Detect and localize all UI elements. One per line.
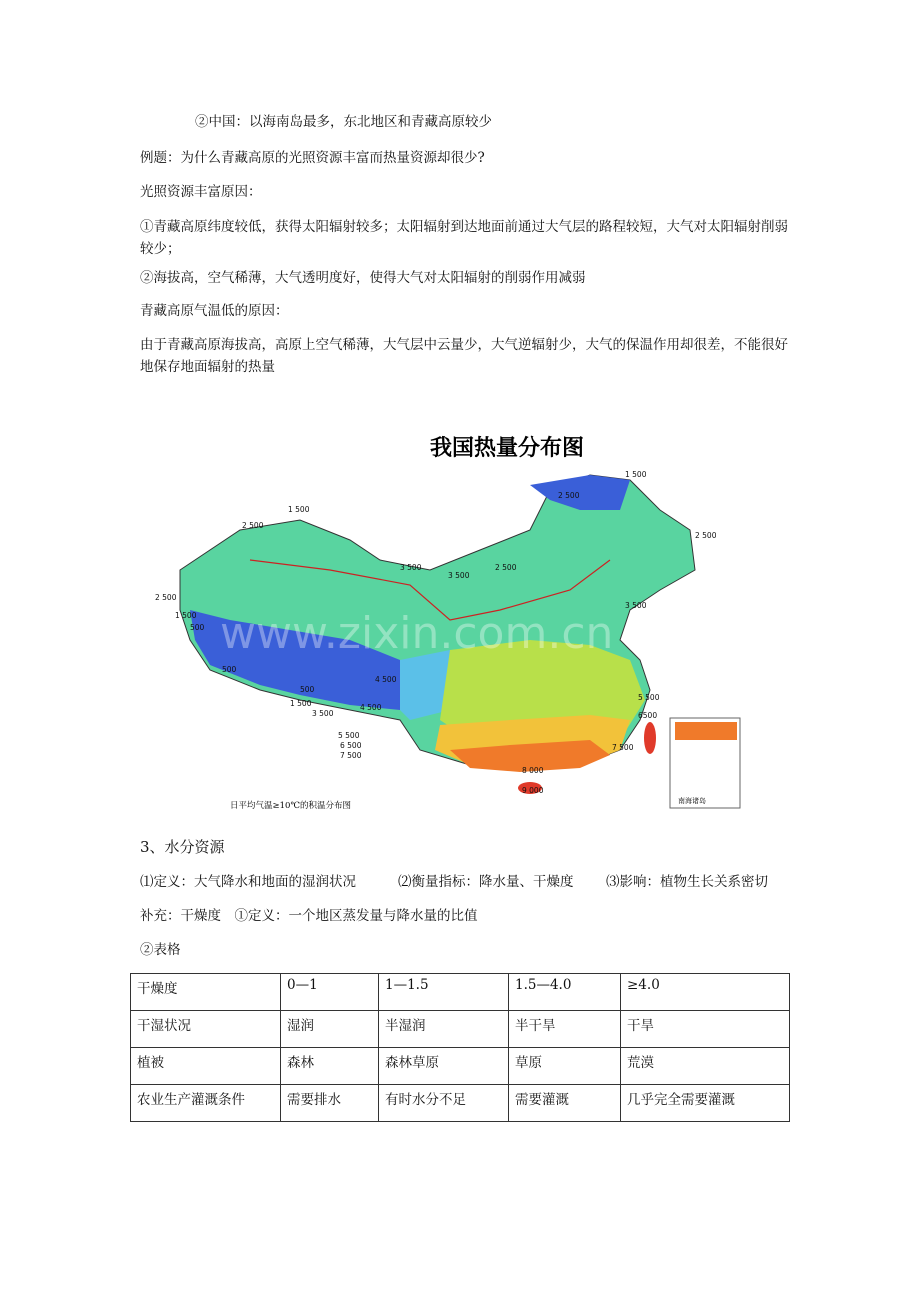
map-label: 7 500	[612, 743, 634, 752]
map-inset-label: 南海诸岛	[678, 797, 706, 805]
text-table-label: ②表格	[140, 942, 181, 958]
aridity-table	[130, 973, 790, 1122]
text-reason-heading: 光照资源丰富原因：	[140, 184, 262, 200]
table-cell: 草原	[509, 1048, 621, 1085]
map-label: 5 500	[638, 693, 660, 702]
table-row	[131, 1011, 790, 1048]
map-label: 500	[300, 685, 315, 694]
map-title: 我国热量分布图	[430, 435, 585, 461]
table-cell: 半湿润	[379, 1011, 509, 1048]
map-watermark: www.zixin.com.cn	[220, 608, 614, 659]
table-cell: 森林	[281, 1048, 379, 1085]
map-label: 4 500	[375, 675, 397, 684]
text-indicators: ⑵衡量指标：降水量、干燥度	[398, 874, 574, 890]
table-cell: 半干旱	[509, 1011, 621, 1048]
text-cold-reason: 由于青藏高原海拔高，高原上空气稀薄，大气层中云量少，大气逆辐射少，大气的保温作用却很差，不能很好地保存地面辐射的热量	[140, 337, 788, 375]
text-example-question: 例题：为什么青藏高原的光照资源丰富而热量资源却很少?	[140, 150, 485, 166]
map-label: 1 500	[175, 611, 197, 620]
map-taiwan	[644, 722, 656, 754]
table-cell: 需要灌溉	[509, 1085, 621, 1122]
table-cell: 森林草原	[379, 1048, 509, 1085]
map-label: 2 500	[495, 563, 517, 572]
map-label: 2 500	[695, 531, 717, 540]
table-cell: 几乎完全需要灌溉	[621, 1085, 790, 1122]
map-label: 6 500	[340, 741, 362, 750]
map-label: 7 500	[340, 751, 362, 760]
table-cell: 需要排水	[281, 1085, 379, 1122]
table-cell: 有时水分不足	[379, 1085, 509, 1122]
text-cold-heading: 青藏高原气温低的原因：	[140, 303, 289, 319]
map-label: 2 500	[558, 491, 580, 500]
map-label: 3 500	[312, 709, 334, 718]
table-cell: 干旱	[621, 1011, 790, 1048]
text-definition: ⑴定义：大气降水和地面的湿润状况	[140, 874, 356, 890]
map-label: 500	[222, 665, 237, 674]
table-row	[131, 974, 790, 1011]
map-label: 3 500	[448, 571, 470, 580]
map-label: 1 500	[288, 505, 310, 514]
map-label: 3 500	[400, 563, 422, 572]
map-label: 4 500	[360, 703, 382, 712]
map-label: 2 500	[155, 593, 177, 602]
table-cell: 0—1	[281, 974, 379, 1011]
table-row	[131, 1048, 790, 1085]
text-reason-1: ①青藏高原纬度较低，获得太阳辐射较多；太阳辐射到达地面前通过大气层的路程较短，大气对太阳辐射削弱较少；	[140, 219, 788, 257]
map-label: 8 000	[522, 766, 544, 775]
map-label: 3 500	[625, 601, 647, 610]
map-label: 5 500	[338, 731, 360, 740]
table-cell: 湿润	[281, 1011, 379, 1048]
text-reason-2: ②海拔高，空气稀薄，大气透明度好，使得大气对太阳辐射的削弱作用减弱	[140, 270, 586, 286]
map-label: 1 500	[625, 470, 647, 479]
map-label: 1 500	[290, 699, 312, 708]
heat-distribution-map	[150, 420, 750, 820]
map-label: 6500	[638, 711, 658, 720]
text-supplement: 补充：干燥度 ①定义：一个地区蒸发量与降水量的比值	[140, 908, 478, 924]
table-cell: 干湿状况	[131, 1011, 281, 1048]
table-cell: 荒漠	[621, 1048, 790, 1085]
table-cell: 农业生产灌溉条件	[131, 1085, 281, 1122]
table-cell: 植被	[131, 1048, 281, 1085]
table-cell: 1—1.5	[379, 974, 509, 1011]
map-caption: 日平均气温≥10℃的积温分布图	[230, 801, 351, 811]
table-row	[131, 1085, 790, 1122]
table-cell: ≥4.0	[621, 974, 790, 1011]
map-label: 500	[190, 623, 205, 632]
text-line-1: ②中国：以海南岛最多，东北地区和青藏高原较少	[195, 114, 492, 130]
text-influence: ⑶影响：植物生长关系密切	[606, 874, 768, 890]
map-label: 2 500	[242, 521, 264, 530]
map-label: 9 000	[522, 786, 544, 795]
section-3-heading: 3、水分资源	[140, 838, 225, 856]
table-cell: 干燥度	[131, 974, 281, 1011]
table-cell: 1.5—4.0	[509, 974, 621, 1011]
map-inset-zone	[675, 722, 737, 740]
